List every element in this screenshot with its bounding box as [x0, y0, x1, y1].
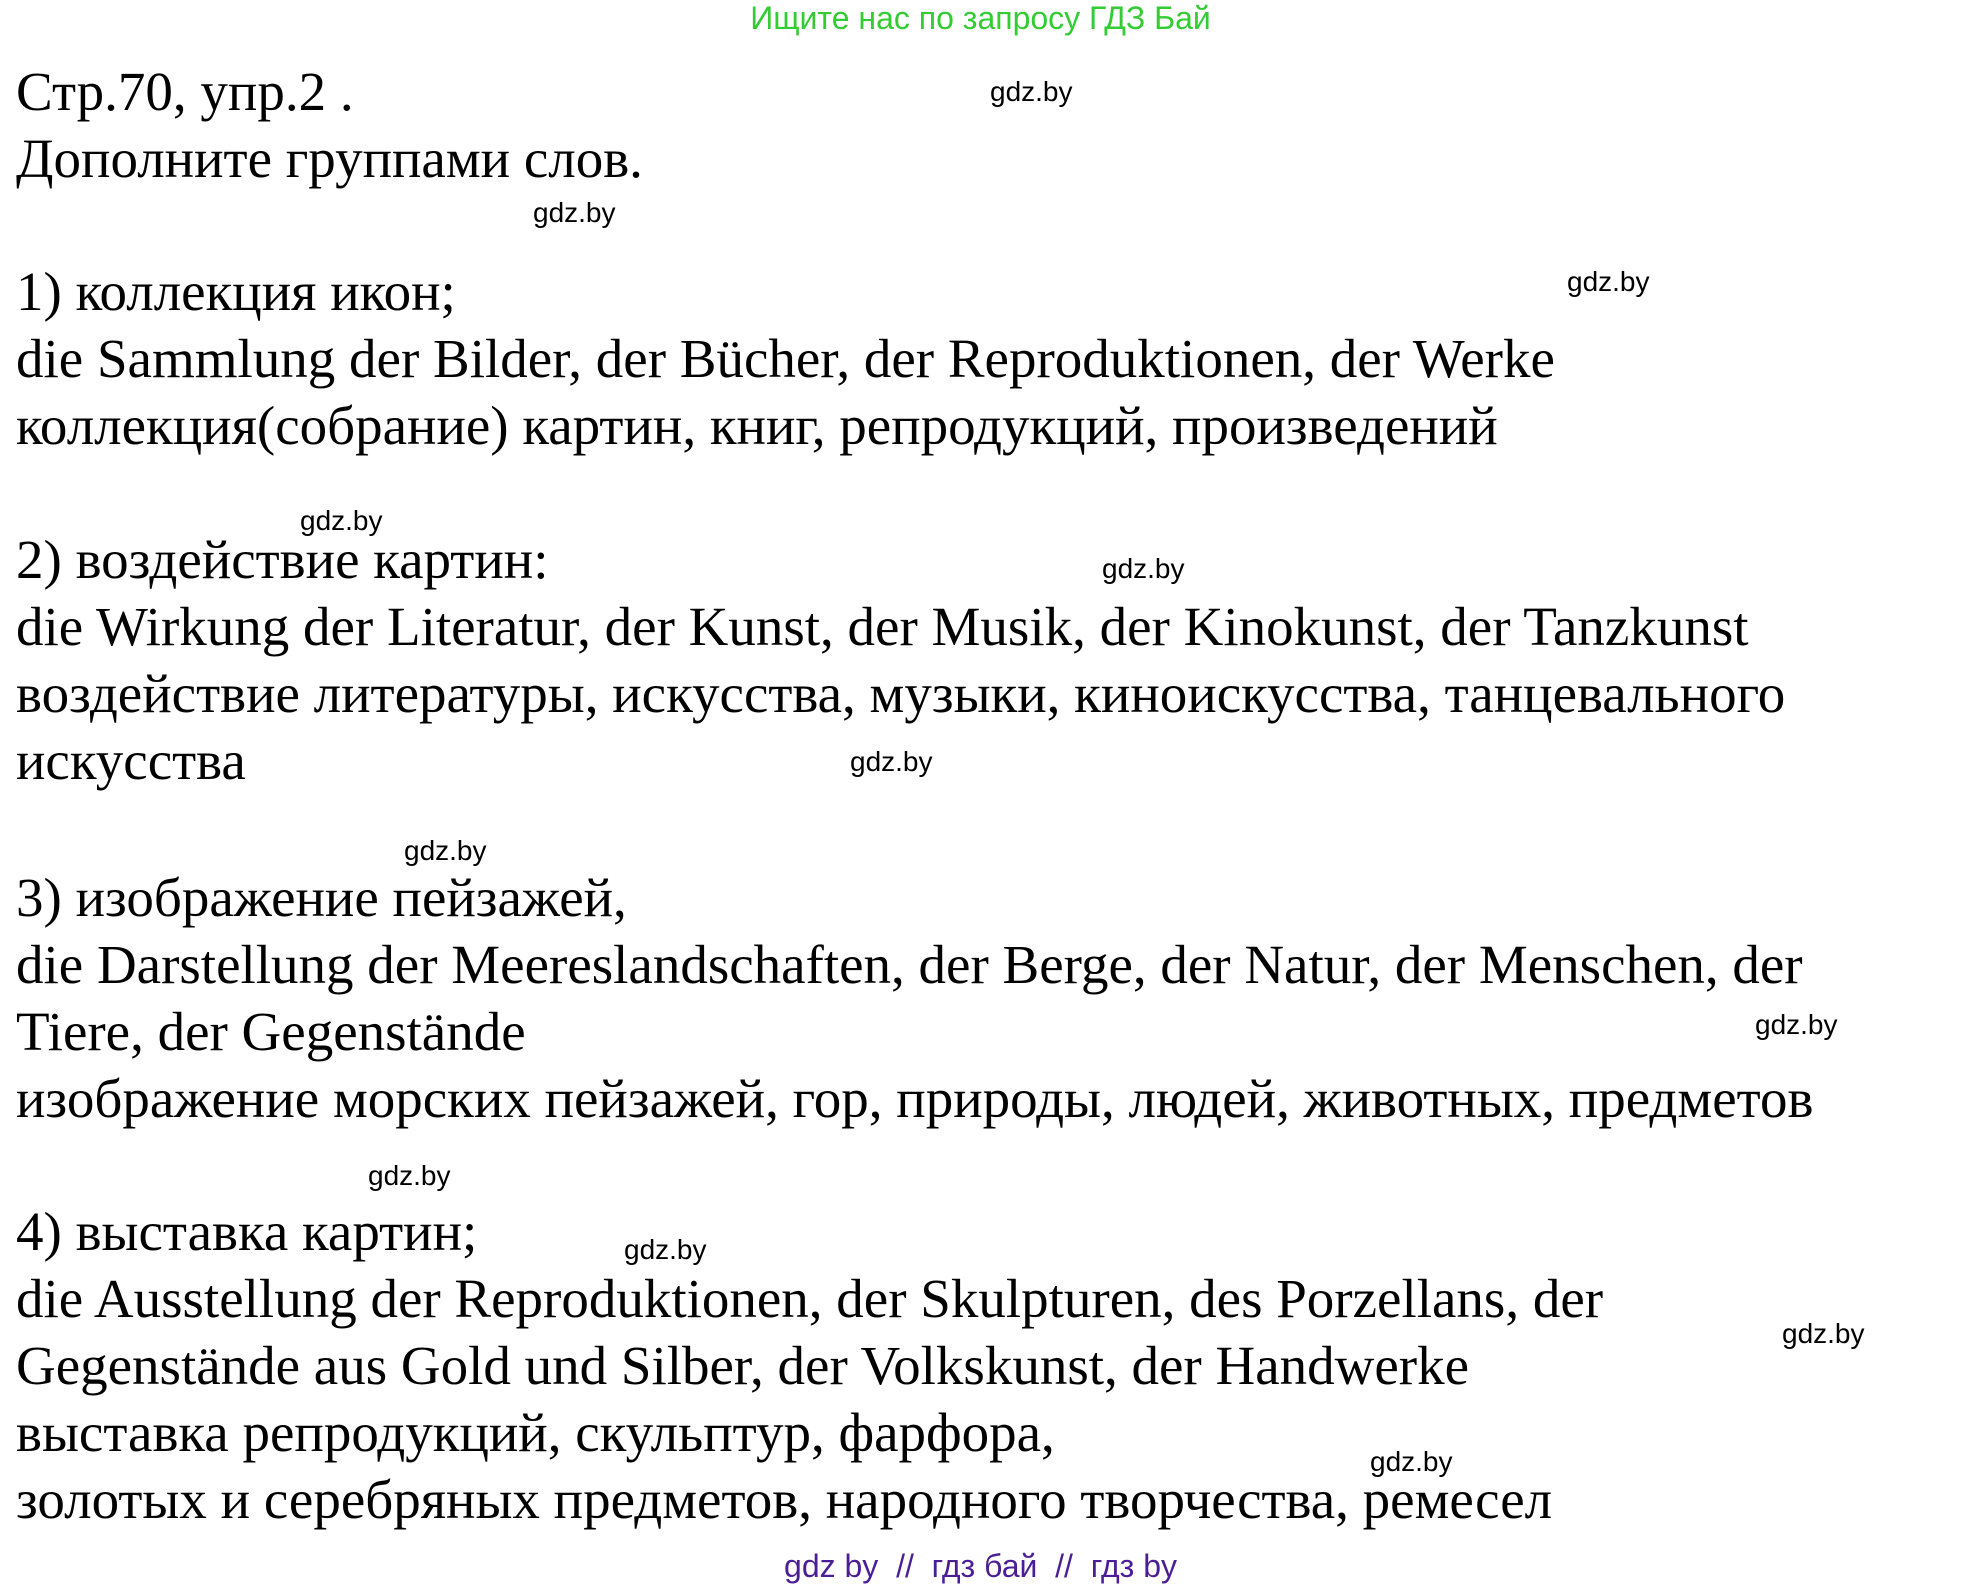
section-4-title: 4) выставка картин; [16, 1201, 478, 1262]
section-3-line-1: die Darstellung der Meereslandschaften, der Berge, der Natur, der Menschen, der [16, 934, 1803, 995]
section-4-line-1: die Ausstellung der Reproduktionen, der Skulpturen, des Porzellans, der [16, 1268, 1604, 1329]
watermark: gdz.by [850, 746, 933, 777]
section-3-line-2: Tiere, der Gegenstände [16, 1001, 526, 1062]
section-2-line-3: искусства [16, 730, 246, 791]
section-3-line-3: изображение морских пейзажей, гор, природы, людей, животных, предметов [16, 1068, 1814, 1129]
section-4-line-4: золотых и серебряных предметов, народного творчества, ремесел [16, 1469, 1553, 1530]
section-1-line-1: die Sammlung der Bilder, der Bücher, der Reproduktionen, der Werke [16, 328, 1555, 389]
section-2-line-2: воздействие литературы, искусства, музыки, киноискусства, танцевального [16, 663, 1786, 724]
task-instruction: Дополните группами слов. [16, 128, 643, 189]
section-3-title: 3) изображение пейзажей, [16, 867, 627, 928]
watermark: gdz.by [368, 1160, 451, 1191]
section-2-line-1: die Wirkung der Literatur, der Kunst, der Musik, der Kinokunst, der Tanzkunst [16, 596, 1749, 657]
watermark: gdz.by [1370, 1446, 1453, 1477]
page-reference: Стр.70, упр.2 . [16, 61, 354, 122]
section-4-line-3: выставка репродукций, скульптур, фарфора, [16, 1402, 1055, 1463]
watermark: gdz.by [1755, 1009, 1838, 1040]
watermark: gdz.by [533, 197, 616, 228]
watermark: gdz.by [1567, 266, 1650, 297]
section-2-title: 2) воздействие картин: [16, 529, 549, 590]
watermark: gdz.by [1782, 1318, 1865, 1349]
watermark: gdz.by [300, 505, 383, 536]
footer-watermark: gdz by // гдз бай // гдз by [784, 1548, 1177, 1584]
section-4-line-2: Gegenstände aus Gold und Silber, der Volkskunst, der Handwerke [16, 1335, 1469, 1396]
watermark: gdz.by [404, 835, 487, 866]
section-1-title: 1) коллекция икон; [16, 261, 456, 322]
watermark: gdz.by [990, 76, 1073, 107]
watermark: gdz.by [1102, 553, 1185, 584]
top-banner: Ищите нас по запросу ГДЗ Бай [750, 0, 1211, 36]
watermark: gdz.by [624, 1234, 707, 1265]
section-1-line-2: коллекция(собрание) картин, книг, репродукций, произведений [16, 395, 1498, 456]
